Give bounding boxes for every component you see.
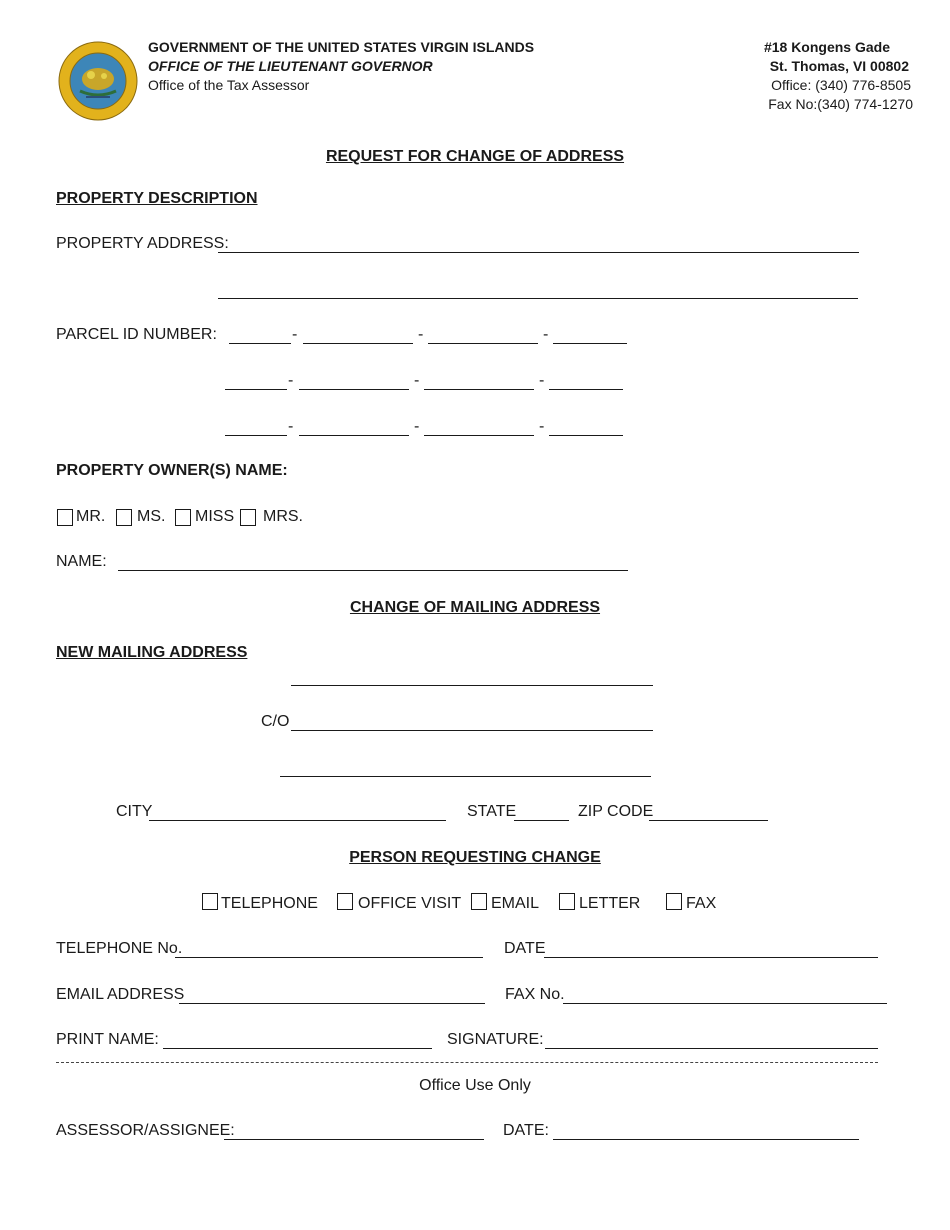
government-seal-icon <box>58 41 138 121</box>
government-name: GOVERNMENT OF THE UNITED STATES VIRGIN ISLANDS <box>148 39 535 55</box>
parcel-dash: - <box>539 372 545 389</box>
office-visit-checkbox[interactable] <box>337 893 353 910</box>
city-field[interactable] <box>149 820 446 821</box>
office-name: OFFICE OF THE LIEUTENANT GOVERNOR <box>148 58 433 74</box>
mrs-label: MRS. <box>263 508 303 525</box>
ms-checkbox[interactable] <box>116 509 132 526</box>
email-label: EMAIL ADDRESS <box>56 986 185 1003</box>
office-date-label: DATE: <box>503 1122 549 1139</box>
fax-number: Fax No:(340) 774-1270 <box>768 96 913 112</box>
parcel-field[interactable] <box>299 389 409 390</box>
new-mailing-heading: NEW MAILING ADDRESS <box>56 644 248 661</box>
mr-label: MR. <box>76 508 106 525</box>
address-street: #18 Kongens Gade <box>763 39 890 55</box>
parcel-dash: - <box>418 326 424 343</box>
parcel-dash: - <box>292 326 298 343</box>
email-method-label: EMAIL <box>491 895 540 912</box>
parcel-field[interactable] <box>225 389 287 390</box>
parcel-dash: - <box>414 418 420 435</box>
date-field[interactable] <box>544 957 878 958</box>
department-name: Office of the Tax Assessor <box>148 77 310 93</box>
parcel-dash: - <box>539 418 545 435</box>
address-city: St. Thomas, VI 00802 <box>769 58 909 74</box>
change-mailing-heading: CHANGE OF MAILING ADDRESS <box>349 599 601 616</box>
print-name-field[interactable] <box>163 1048 432 1049</box>
parcel-field[interactable] <box>549 435 623 436</box>
mr-checkbox[interactable] <box>57 509 73 526</box>
print-name-label: PRINT NAME: <box>56 1031 159 1048</box>
parcel-field[interactable] <box>424 435 534 436</box>
parcel-dash: - <box>414 372 420 389</box>
zip-field[interactable] <box>649 820 768 821</box>
office-use-heading: Office Use Only <box>419 1077 531 1094</box>
state-label: STATE <box>467 803 517 820</box>
parcel-dash: - <box>288 418 294 435</box>
mailing-line-1[interactable] <box>291 685 653 686</box>
letter-label: LETTER <box>579 895 641 912</box>
property-address-line-1[interactable] <box>218 252 859 253</box>
date-label: DATE <box>504 940 546 957</box>
office-phone: Office: (340) 776-8505 <box>771 77 911 93</box>
email-field[interactable] <box>179 1003 485 1004</box>
parcel-field[interactable] <box>424 389 534 390</box>
signature-label: SIGNATURE: <box>447 1031 544 1048</box>
telephone-checkbox[interactable] <box>202 893 218 910</box>
signature-field[interactable] <box>545 1048 878 1049</box>
divider <box>56 1062 878 1063</box>
parcel-field[interactable] <box>225 435 287 436</box>
parcel-field[interactable] <box>553 343 627 344</box>
name-field[interactable] <box>118 570 628 571</box>
parcel-field[interactable] <box>229 343 291 344</box>
miss-label: MISS <box>195 508 235 525</box>
ms-label: MS. <box>137 508 166 525</box>
name-label: NAME: <box>56 553 107 570</box>
co-label: C/O <box>261 713 290 730</box>
email-checkbox[interactable] <box>471 893 487 910</box>
office-visit-label: OFFICE VISIT <box>358 895 462 912</box>
parcel-dash: - <box>543 326 549 343</box>
parcel-field[interactable] <box>303 343 413 344</box>
telephone-method-label: TELEPHONE <box>221 895 318 912</box>
property-address-line-2[interactable] <box>218 298 858 299</box>
parcel-id-label: PARCEL ID NUMBER: <box>56 326 217 343</box>
parcel-field[interactable] <box>549 389 623 390</box>
form-title: REQUEST FOR CHANGE OF ADDRESS <box>325 148 625 165</box>
parcel-field[interactable] <box>299 435 409 436</box>
property-address-label: PROPERTY ADDRESS: <box>56 235 229 252</box>
person-requesting-heading: PERSON REQUESTING CHANGE <box>349 849 601 866</box>
miss-checkbox[interactable] <box>175 509 191 526</box>
letter-checkbox[interactable] <box>559 893 575 910</box>
owner-name-heading: PROPERTY OWNER(S) NAME: <box>56 462 288 479</box>
mrs-checkbox[interactable] <box>240 509 256 526</box>
telephone-field[interactable] <box>175 957 483 958</box>
zip-label: ZIP CODE <box>578 803 654 820</box>
parcel-dash: - <box>288 372 294 389</box>
parcel-field[interactable] <box>428 343 538 344</box>
fax-method-label: FAX <box>686 895 717 912</box>
assessor-field[interactable] <box>224 1139 484 1140</box>
fax-checkbox[interactable] <box>666 893 682 910</box>
telephone-label: TELEPHONE No. <box>56 940 183 957</box>
office-date-field[interactable] <box>553 1139 859 1140</box>
state-field[interactable] <box>514 820 569 821</box>
city-label: CITY <box>116 803 153 820</box>
assessor-label: ASSESSOR/ASSIGNEE: <box>56 1122 235 1139</box>
care-of-field[interactable] <box>291 730 653 731</box>
fax-field[interactable] <box>563 1003 887 1004</box>
mailing-line-3[interactable] <box>280 776 651 777</box>
fax-label: FAX No. <box>505 986 565 1003</box>
property-description-heading: PROPERTY DESCRIPTION <box>56 190 258 207</box>
